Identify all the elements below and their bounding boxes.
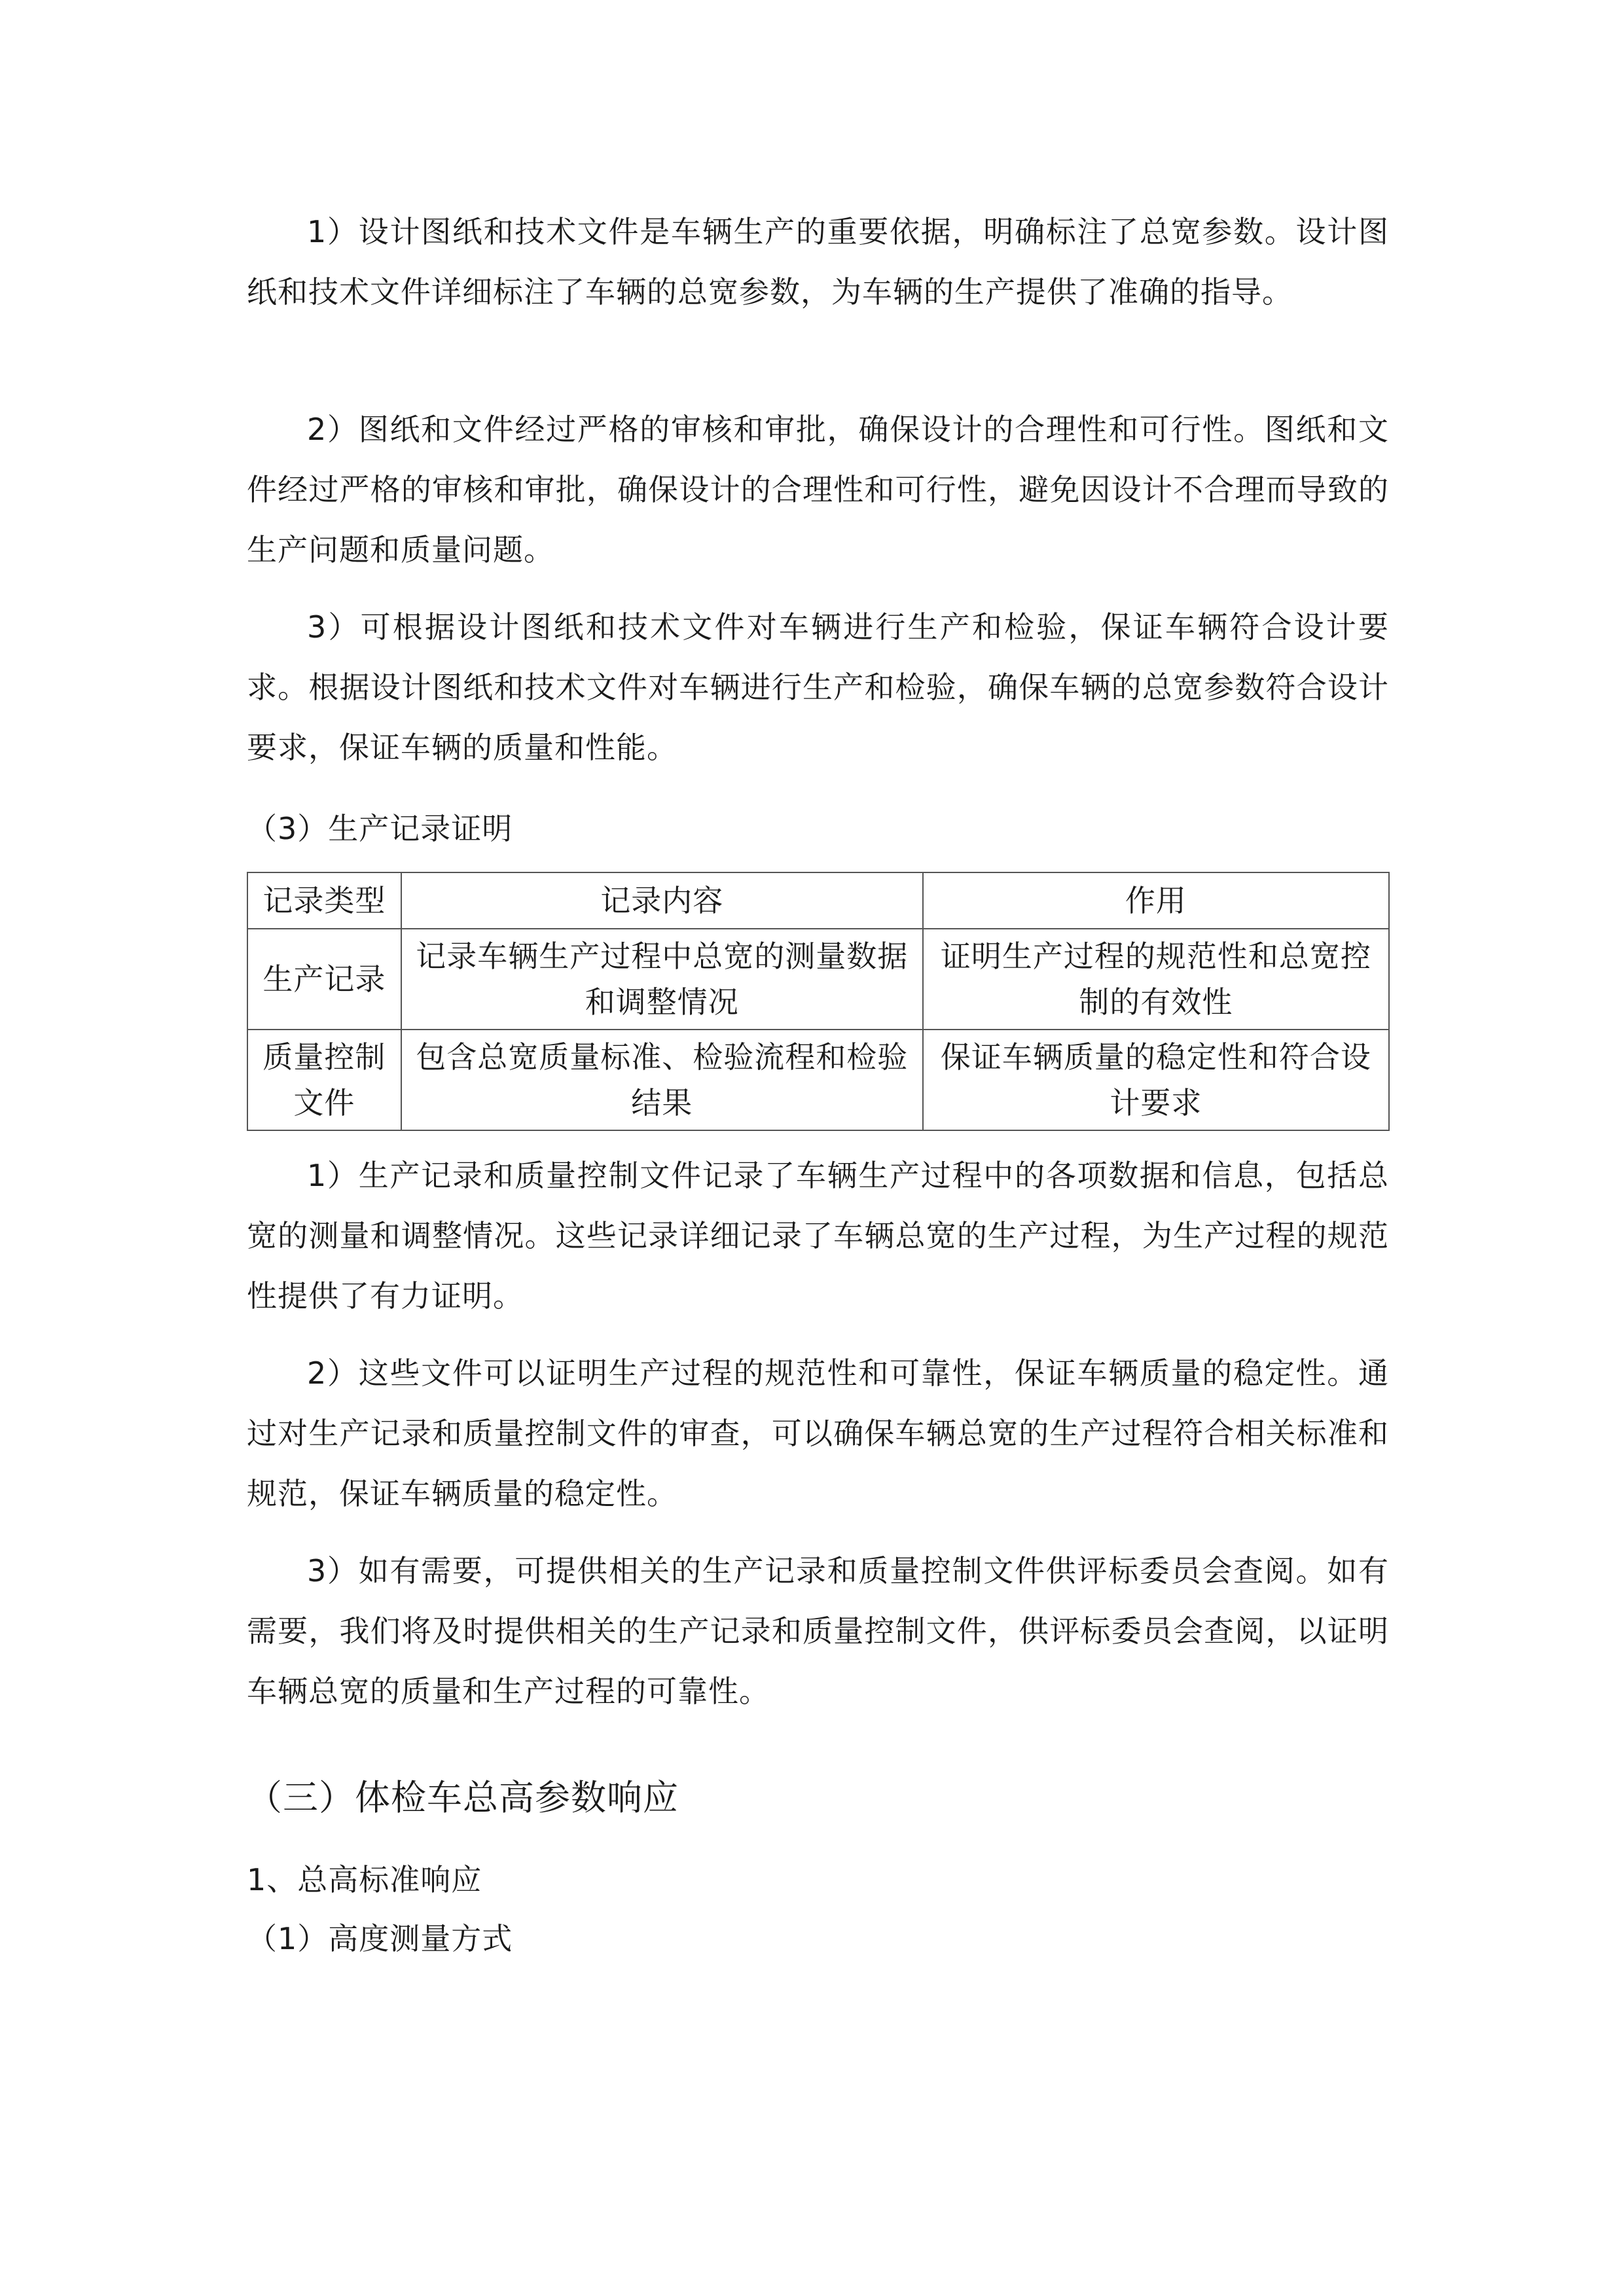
table-header-cell: 记录类型 xyxy=(247,872,401,929)
table-header-row xyxy=(247,872,1389,929)
paragraph-records-content: 1）生产记录和质量控制文件记录了车辆生产过程中的各项数据和信息，包括总宽的测量和调整情况。这些记录详细记录了车辆总宽的生产过程，为生产过程的规范性提供了有力证明。 xyxy=(247,1158,1389,1314)
paragraph-production-inspection: 3）可根据设计图纸和技术文件对车辆进行生产和检验，保证车辆符合设计要求。根据设计图纸和技术文件对车辆进行生产和检验，确保车辆的总宽参数符合设计要求，保证车辆的质量和性能。 xyxy=(247,609,1389,765)
paragraph-records-availability: 3）如有需要，可提供相关的生产记录和质量控制文件供评标委员会查阅。如有需要，我们将及时提供相关的生产记录和质量控制文件，供评标委员会查阅，以证明车辆总宽的质量和生产过程的可靠性。 xyxy=(247,1553,1389,1709)
section-heading-total-height: （三）体检车总高参数响应 xyxy=(247,1777,679,1818)
table-cell: 包含总宽质量标准、检验流程和检验结果 xyxy=(401,1030,923,1130)
subheading-height-standard: 1、总高标准响应 xyxy=(247,1862,482,1897)
table-cell: 生产记录 xyxy=(247,929,401,1030)
table-header-cell: 记录内容 xyxy=(401,872,923,929)
table-cell: 保证车辆质量的稳定性和符合设计要求 xyxy=(923,1030,1389,1130)
table-row xyxy=(247,929,1389,1030)
paragraph-drawing-review: 2）图纸和文件经过严格的审核和审批，确保设计的合理性和可行性。图纸和文件经过严格的审核和审批，确保设计的合理性和可行性，避免因设计不合理而导致的生产问题和质量问题。 xyxy=(247,412,1389,567)
production-records-table xyxy=(247,872,1390,1131)
table-cell: 证明生产过程的规范性和总宽控制的有效性 xyxy=(923,929,1389,1030)
paragraph-design-drawings: 1）设计图纸和技术文件是车辆生产的重要依据，明确标注了总宽参数。设计图纸和技术文件详细标注了车辆的总宽参数，为车辆的生产提供了准确的指导。 xyxy=(247,214,1389,310)
table-cell: 质量控制文件 xyxy=(247,1030,401,1130)
table-row xyxy=(247,1030,1389,1130)
paragraph-records-reliability: 2）这些文件可以证明生产过程的规范性和可靠性，保证车辆质量的稳定性。通过对生产记录和质量控制文件的审查，可以确保车辆总宽的生产过程符合相关标准和规范，保证车辆质量的稳定性。 xyxy=(247,1355,1389,1511)
section-title-production-records: （3）生产记录证明 xyxy=(247,811,513,846)
table-cell: 记录车辆生产过程中总宽的测量数据和调整情况 xyxy=(401,929,923,1030)
item-label-height-measurement: （1）高度测量方式 xyxy=(247,1921,513,1956)
table-header-cell: 作用 xyxy=(923,872,1389,929)
